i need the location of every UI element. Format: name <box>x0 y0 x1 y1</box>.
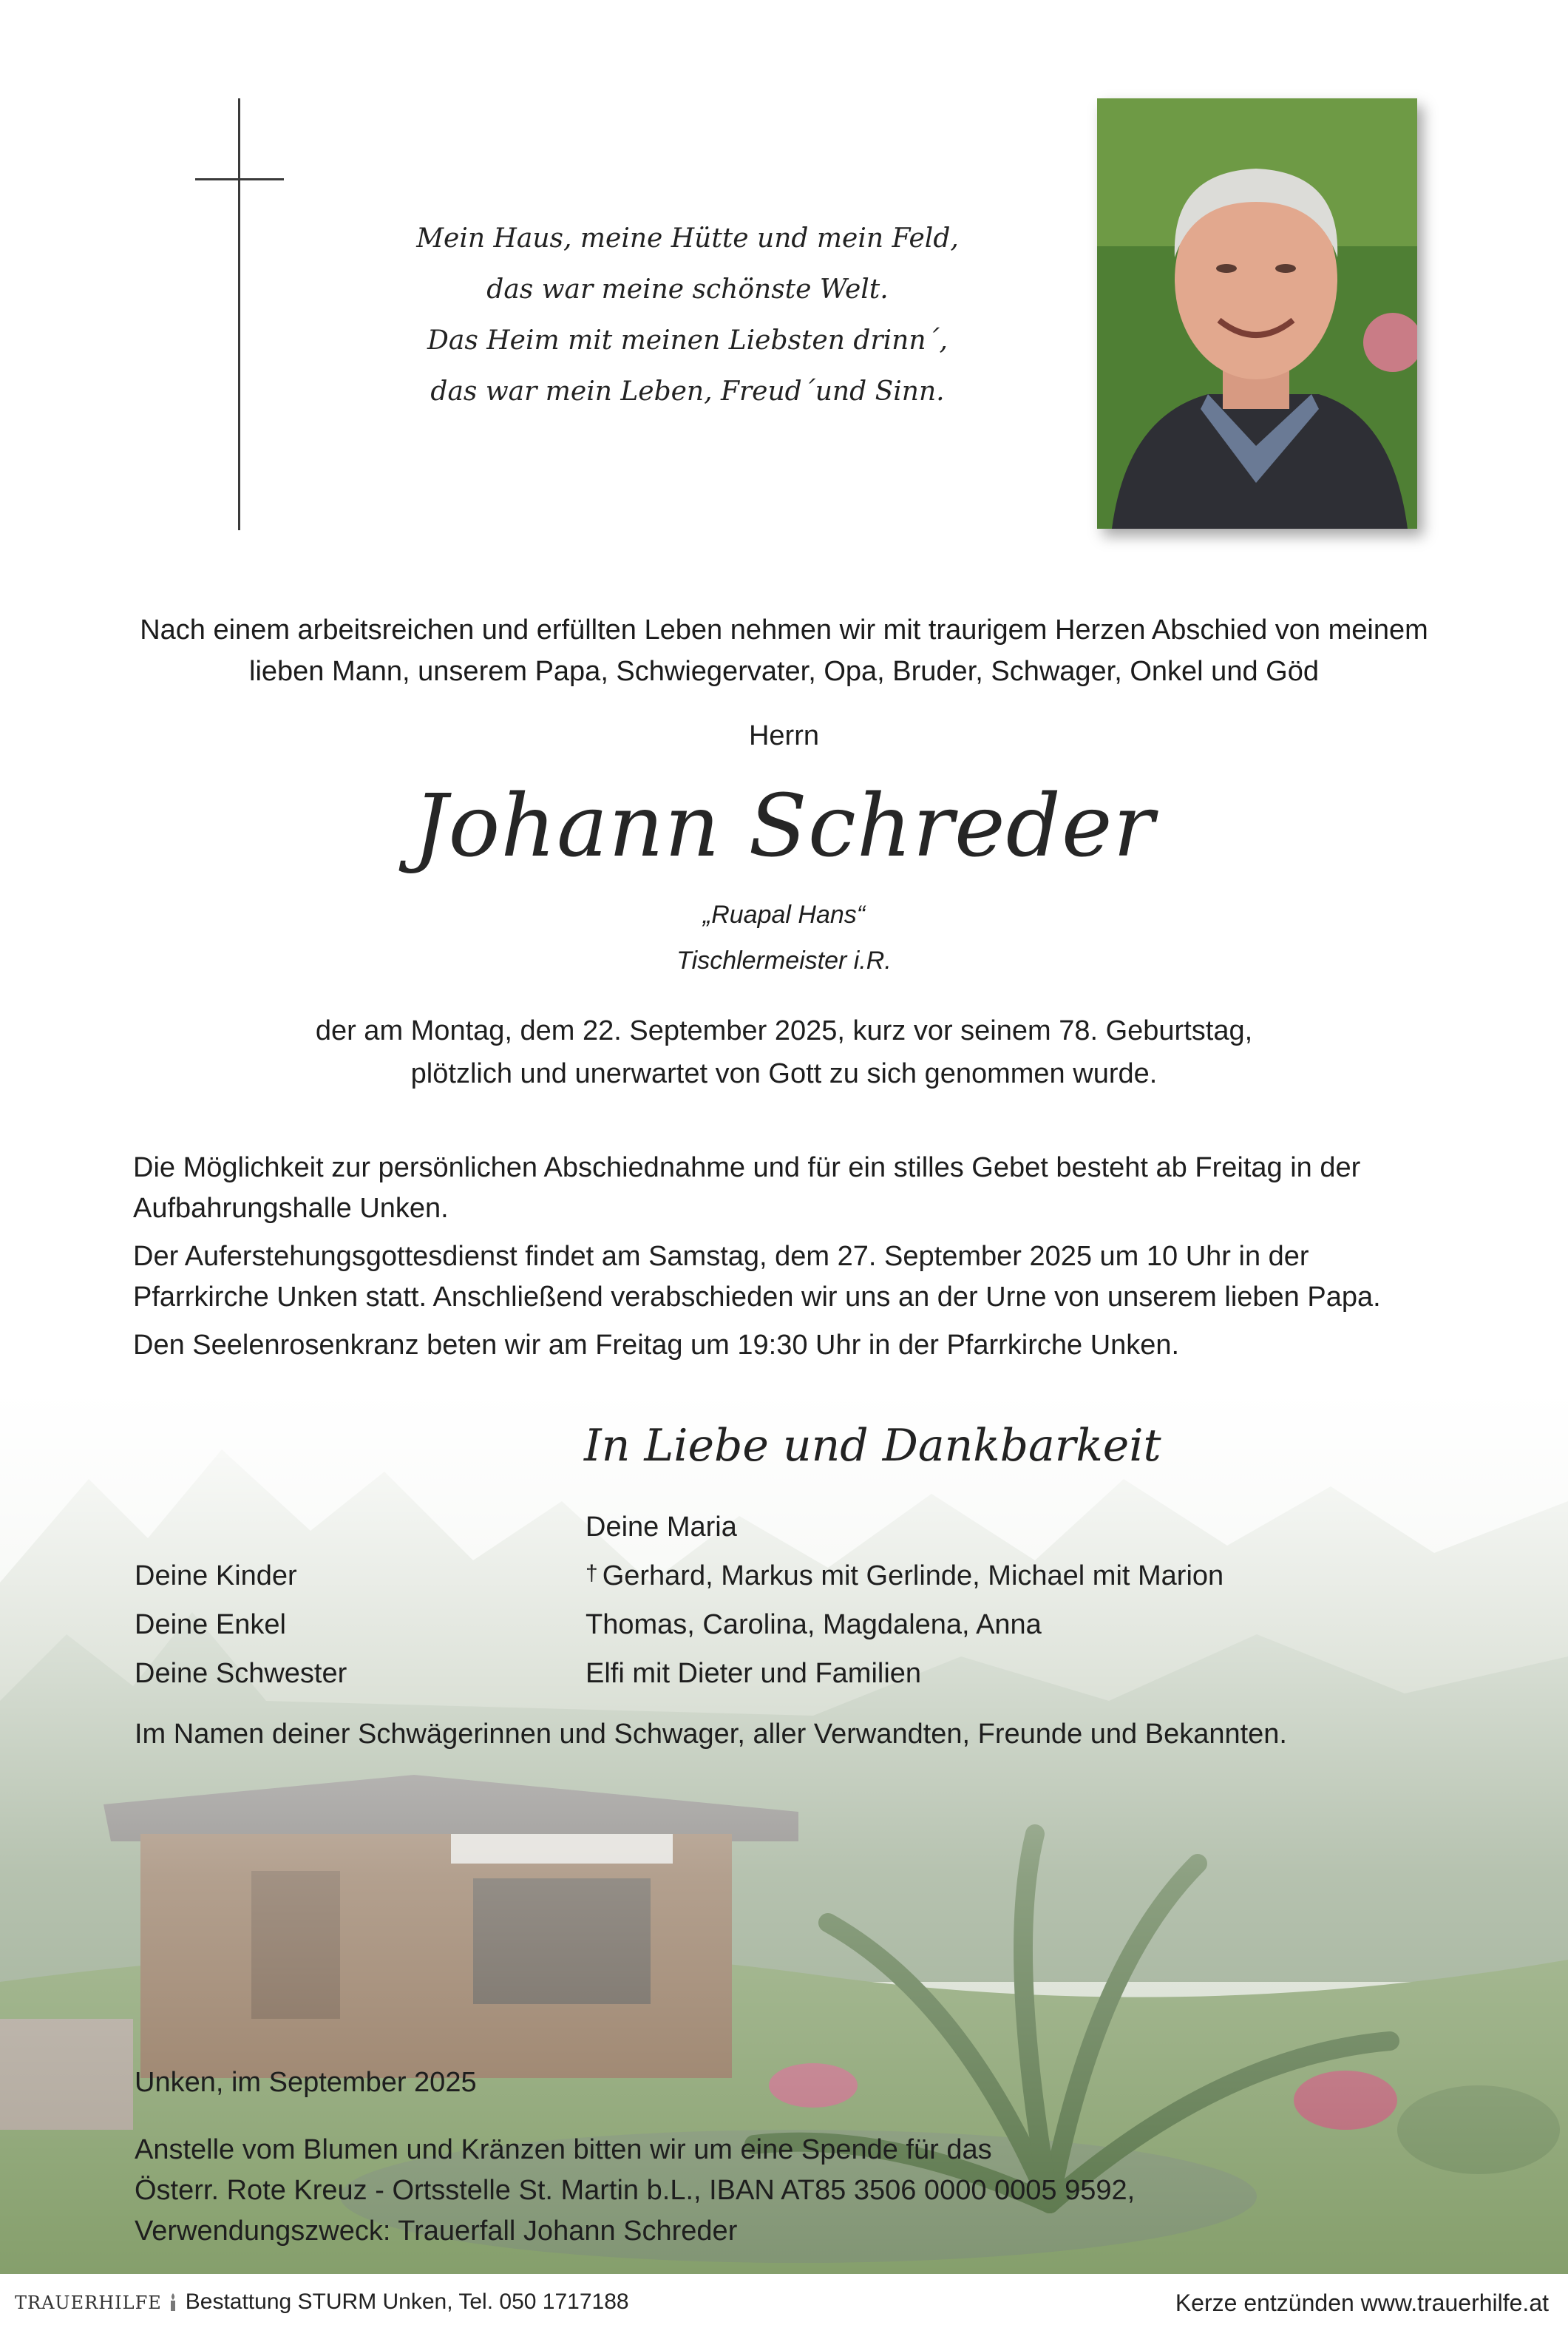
undertaker-contact: Bestattung STURM Unken, Tel. 050 1717188 <box>185 2290 629 2314</box>
profession: Tischlermeister i.R. <box>676 947 892 975</box>
mourner-names-children <box>586 1560 1223 1592</box>
nickname: „Ruapal Hans“ <box>702 901 866 929</box>
poem <box>347 213 1028 417</box>
mourner-label-sister: Deine Schwester <box>135 1658 347 1689</box>
place-date: Unken, im September 2025 <box>135 2067 477 2098</box>
footer-undertaker <box>15 2290 629 2315</box>
farewell-info: Die Möglichkeit zur persönlichen Abschiednahme und für ein stilles Gebet besteht ab Freitag in der Aufbahrungshalle Unken. <box>133 1152 1361 1224</box>
mourner-names-grandchildren: Thomas, Carolina, Magdalena, Anna <box>586 1609 1042 1640</box>
death-notice-line: der am Montag, dem 22. September 2025, kurz vor seinem 78. Geburtstag, <box>315 1015 1253 1046</box>
dagger-icon: † <box>586 1561 598 1585</box>
mourner-label-grandchildren: Deine Enkel <box>135 1609 286 1640</box>
mourners-heading: In Liebe und Dankbarkeit <box>584 1420 1161 1472</box>
cross-icon-bar <box>195 178 284 180</box>
poem-line: das war meine schönste Welt. <box>486 274 889 305</box>
poem-line: Mein Haus, meine Hütte und mein Feld, <box>416 223 959 254</box>
deceased-name: Johann Schreder <box>413 776 1155 876</box>
donation-line: Verwendungszweck: Trauerfall Johann Schreder <box>135 2216 738 2247</box>
trauerhilfe-logo: TRAUERHILFE <box>15 2292 162 2313</box>
poem-line: Das Heim mit meinen Liebsten drinn´, <box>427 325 948 356</box>
poem-line: das war mein Leben, Freud´und Sinn. <box>430 376 945 407</box>
relatives-text: Im Namen deiner Schwägerinnen und Schwager, aller Verwandten, Freunde und Bekannten. <box>135 1719 1287 1750</box>
honorific: Herrn <box>748 720 820 751</box>
rosary-info: Den Seelenrosenkranz beten wir am Freitag um 19:30 Uhr in der Pfarrkirche Unken. <box>133 1330 1180 1361</box>
intro-text <box>0 609 1568 692</box>
mass-info: Der Auferstehungsgottesdienst findet am Samstag, dem 27. September 2025 um 10 Uhr in der Pfarrkirche Unken statt. Anschließend verabschieden wir uns an der Urne von unserem lieben Papa. <box>133 1241 1381 1313</box>
donation-request <box>135 2130 1135 2252</box>
intro-line: Nach einem arbeitsreichen und erfüllten Leben nehmen wir mit traurigem Herzen Abschied von meinem <box>140 615 1428 646</box>
mourner-label-children: Deine Kinder <box>135 1560 297 1591</box>
death-notice-line: plötzlich und unerwartet von Gott zu sich genommen wurde. <box>410 1058 1158 1089</box>
mourner-names-sister: Elfi mit Dieter und Familien <box>586 1658 922 1689</box>
candle-link[interactable]: Kerze entzünden www.trauerhilfe.at <box>1175 2290 1549 2316</box>
donation-line: Anstelle vom Blumen und Kränzen bitten wir um eine Spende für das <box>135 2134 992 2165</box>
service-info <box>133 1148 1434 1373</box>
cross-icon <box>238 98 240 530</box>
portrait-photo <box>1097 98 1417 529</box>
death-notice <box>0 1009 1568 1095</box>
mourner-wife: Deine Maria <box>586 1512 737 1543</box>
candle-icon <box>168 2292 178 2312</box>
donation-line: Österr. Rote Kreuz - Ortsstelle St. Martin b.L., IBAN AT85 3506 0000 0005 9592, <box>135 2175 1136 2206</box>
intro-line: lieben Mann, unserem Papa, Schwiegervater, Opa, Bruder, Schwager, Onkel und Göd <box>249 656 1319 687</box>
children-names: Gerhard, Markus mit Gerlinde, Michael mit Marion <box>602 1560 1224 1591</box>
